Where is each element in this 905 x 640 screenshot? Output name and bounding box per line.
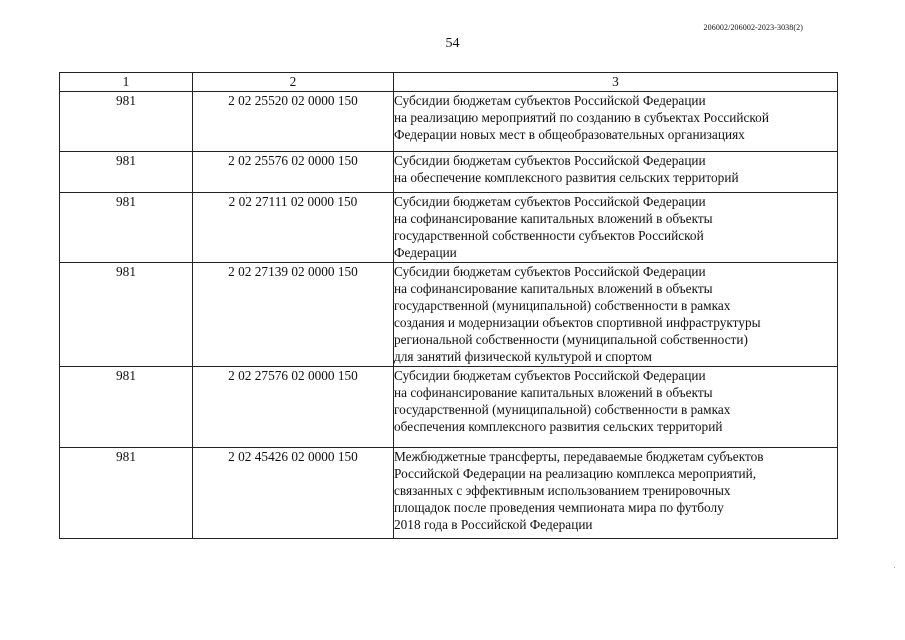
description-line: обеспечения комплексного развития сельских территорий bbox=[394, 419, 723, 434]
description-line: региональной собственности (муниципальной собственности) bbox=[394, 332, 748, 347]
description-line: на софинансирование капитальных вложений в объекты bbox=[394, 281, 713, 296]
admin-code-cell: 981 bbox=[60, 263, 193, 367]
column-header-1: 1 bbox=[60, 73, 193, 92]
description-line: для занятий физической культурой и спортом bbox=[394, 349, 652, 364]
admin-code-cell: 981 bbox=[60, 92, 193, 152]
description-line: связанных с эффективным использованием тренировочных bbox=[394, 483, 731, 498]
description-line: Федерации новых мест в общеобразовательных организациях bbox=[394, 127, 745, 142]
description-cell bbox=[394, 263, 838, 367]
description-line: Субсидии бюджетам субъектов Российской Федерации bbox=[394, 264, 706, 279]
description-line: 2018 года в Российской Федерации bbox=[394, 517, 593, 532]
description-cell bbox=[394, 152, 838, 193]
table-row bbox=[60, 193, 838, 263]
table-row bbox=[60, 367, 838, 448]
description-line: государственной (муниципальной) собственности в рамках bbox=[394, 402, 731, 417]
admin-code-cell: 981 bbox=[60, 448, 193, 539]
description-line: на реализацию мероприятий по созданию в субъектах Российской bbox=[394, 110, 769, 125]
budget-classification-code-cell: 2 02 25576 02 0000 150 bbox=[193, 152, 394, 193]
description-line: государственной собственности субъектов Российской bbox=[394, 228, 704, 243]
description-cell bbox=[394, 367, 838, 448]
admin-code-cell: 981 bbox=[60, 367, 193, 448]
description-line: площадок после проведения чемпионата мира по футболу bbox=[394, 500, 724, 515]
table-header-row bbox=[60, 73, 838, 92]
budget-codes-table bbox=[59, 72, 838, 539]
description-line: Федерации bbox=[394, 245, 457, 260]
description-line: Субсидии бюджетам субъектов Российской Федерации bbox=[394, 93, 706, 108]
description-cell bbox=[394, 92, 838, 152]
document-id: 206002/206002-2023-3038(2) bbox=[703, 23, 803, 32]
budget-classification-code-cell: 2 02 27139 02 0000 150 bbox=[193, 263, 394, 367]
description-line: на софинансирование капитальных вложений в объекты bbox=[394, 211, 713, 226]
budget-classification-code-cell: 2 02 45426 02 0000 150 bbox=[193, 448, 394, 539]
table-row bbox=[60, 448, 838, 539]
description-line: на софинансирование капитальных вложений в объекты bbox=[394, 385, 713, 400]
column-header-3: 3 bbox=[394, 73, 838, 92]
description-line: создания и модернизации объектов спортивной инфраструктуры bbox=[394, 315, 761, 330]
budget-classification-code-cell: 2 02 27111 02 0000 150 bbox=[193, 193, 394, 263]
description-line: Субсидии бюджетам субъектов Российской Федерации bbox=[394, 153, 706, 168]
budget-classification-code-cell: 2 02 25520 02 0000 150 bbox=[193, 92, 394, 152]
description-line: Субсидии бюджетам субъектов Российской Федерации bbox=[394, 194, 706, 209]
table-row bbox=[60, 263, 838, 367]
description-cell bbox=[394, 448, 838, 539]
description-cell bbox=[394, 193, 838, 263]
description-line: Межбюджетные трансферты, передаваемые бюджетам субъектов bbox=[394, 449, 764, 464]
admin-code-cell: 981 bbox=[60, 193, 193, 263]
table-row bbox=[60, 92, 838, 152]
page-number: 54 bbox=[445, 36, 460, 51]
admin-code-cell: 981 bbox=[60, 152, 193, 193]
scan-speck bbox=[894, 567, 895, 568]
description-line: Российской Федерации на реализацию комплекса мероприятий, bbox=[394, 466, 757, 481]
table-row bbox=[60, 152, 838, 193]
column-header-2: 2 bbox=[193, 73, 394, 92]
table-body bbox=[60, 92, 838, 539]
description-line: государственной (муниципальной) собственности в рамках bbox=[394, 298, 731, 313]
description-line: на обеспечение комплексного развития сельских территорий bbox=[394, 170, 739, 185]
description-line: Субсидии бюджетам субъектов Российской Федерации bbox=[394, 368, 706, 383]
budget-classification-code-cell: 2 02 27576 02 0000 150 bbox=[193, 367, 394, 448]
